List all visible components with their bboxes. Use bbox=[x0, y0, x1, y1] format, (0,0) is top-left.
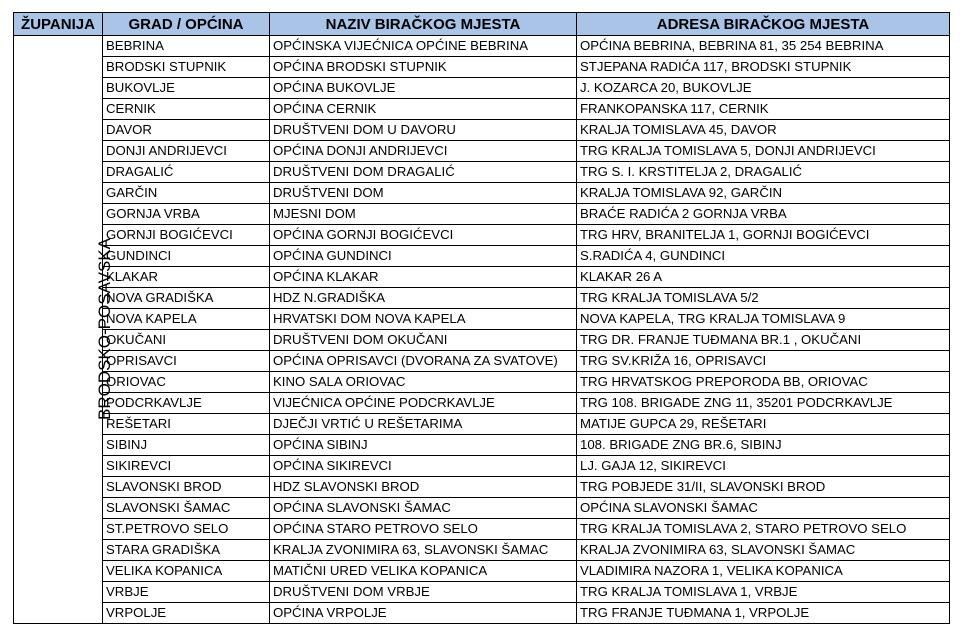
municipality-cell: KLAKAR bbox=[103, 267, 270, 288]
station-name-cell: OPĆINA BRODSKI STUPNIK bbox=[270, 57, 577, 78]
table-row bbox=[14, 162, 950, 183]
table-row bbox=[14, 204, 950, 225]
table-row bbox=[14, 330, 950, 351]
table-row bbox=[14, 372, 950, 393]
municipality-cell: DRAGALIĆ bbox=[103, 162, 270, 183]
station-name-cell: OPĆINA CERNIK bbox=[270, 99, 577, 120]
county-label: BRODSKO-POSAVSKA bbox=[95, 237, 115, 421]
municipality-cell: NOVA KAPELA bbox=[103, 309, 270, 330]
station-name-cell: HDZ SLAVONSKI BROD bbox=[270, 477, 577, 498]
municipality-cell: GUNDINCI bbox=[103, 246, 270, 267]
station-address-cell: OPĆINA SLAVONSKI ŠAMAC bbox=[577, 498, 950, 519]
station-name-cell: OPĆINSKA VIJEĆNICA OPĆINE BEBRINA bbox=[270, 36, 577, 57]
table-row bbox=[14, 582, 950, 603]
station-name-cell: HDZ N.GRADIŠKA bbox=[270, 288, 577, 309]
header-county: ŽUPANIJA bbox=[14, 13, 103, 36]
station-name-cell: OPĆINA OPRISAVCI (DVORANA ZA SVATOVE) bbox=[270, 351, 577, 372]
station-address-cell: NOVA KAPELA, TRG KRALJA TOMISLAVA 9 bbox=[577, 309, 950, 330]
municipality-cell: PODCRKAVLJE bbox=[103, 393, 270, 414]
municipality-cell: DAVOR bbox=[103, 120, 270, 141]
municipality-cell: GORNJA VRBA bbox=[103, 204, 270, 225]
table-row bbox=[14, 498, 950, 519]
station-address-cell: J. KOZARCA 20, BUKOVLJE bbox=[577, 78, 950, 99]
table-row bbox=[14, 288, 950, 309]
station-address-cell: KLAKAR 26 A bbox=[577, 267, 950, 288]
municipality-cell: BRODSKI STUPNIK bbox=[103, 57, 270, 78]
station-address-cell: TRG FRANJE TUĐMANA 1, VRPOLJE bbox=[577, 603, 950, 624]
table-row bbox=[14, 351, 950, 372]
municipality-cell: DONJI ANDRIJEVCI bbox=[103, 141, 270, 162]
municipality-cell: ST.PETROVO SELO bbox=[103, 519, 270, 540]
table-row bbox=[14, 141, 950, 162]
station-address-cell: TRG S. I. KRSTITELJA 2, DRAGALIĆ bbox=[577, 162, 950, 183]
header-municipality: GRAD / OPĆINA bbox=[103, 13, 270, 36]
station-name-cell: OPĆINA SIBINJ bbox=[270, 435, 577, 456]
station-address-cell: S.RADIĆA 4, GUNDINCI bbox=[577, 246, 950, 267]
station-address-cell: TRG DR. FRANJE TUĐMANA BR.1 , OKUČANI bbox=[577, 330, 950, 351]
table-row bbox=[14, 99, 950, 120]
table-row bbox=[14, 246, 950, 267]
station-name-cell: KINO SALA ORIOVAC bbox=[270, 372, 577, 393]
table-header-row bbox=[14, 13, 950, 36]
municipality-cell: GARČIN bbox=[103, 183, 270, 204]
station-name-cell: OPĆINA GORNJI BOGIĆEVCI bbox=[270, 225, 577, 246]
station-name-cell: KRALJA ZVONIMIRA 63, SLAVONSKI ŠAMAC bbox=[270, 540, 577, 561]
station-address-cell: BRAĆE RADIĆA 2 GORNJA VRBA bbox=[577, 204, 950, 225]
table-row bbox=[14, 267, 950, 288]
station-address-cell: TRG SV.KRIŽA 16, OPRISAVCI bbox=[577, 351, 950, 372]
station-name-cell: OPĆINA STARO PETROVO SELO bbox=[270, 519, 577, 540]
table-row bbox=[14, 120, 950, 141]
station-address-cell: TRG KRALJA TOMISLAVA 1, VRBJE bbox=[577, 582, 950, 603]
table-row bbox=[14, 519, 950, 540]
table-row bbox=[14, 561, 950, 582]
table-row bbox=[14, 225, 950, 246]
header-station-name: NAZIV BIRAČKOG MJESTA bbox=[270, 13, 577, 36]
station-name-cell: MATIČNI URED VELIKA KOPANICA bbox=[270, 561, 577, 582]
station-address-cell: KRALJA TOMISLAVA 45, DAVOR bbox=[577, 120, 950, 141]
municipality-cell: VELIKA KOPANICA bbox=[103, 561, 270, 582]
station-name-cell: OPĆINA DONJI ANDRIJEVCI bbox=[270, 141, 577, 162]
station-address-cell: TRG KRALJA TOMISLAVA 2, STARO PETROVO SELO bbox=[577, 519, 950, 540]
municipality-cell: SIKIREVCI bbox=[103, 456, 270, 477]
station-address-cell: LJ. GAJA 12, SIKIREVCI bbox=[577, 456, 950, 477]
station-address-cell: OPĆINA BEBRINA, BEBRINA 81, 35 254 BEBRINA bbox=[577, 36, 950, 57]
table-row bbox=[14, 57, 950, 78]
table-row bbox=[14, 183, 950, 204]
station-address-cell: 108. BRIGADE ZNG BR.6, SIBINJ bbox=[577, 435, 950, 456]
station-address-cell: VLADIMIRA NAZORA 1, VELIKA KOPANICA bbox=[577, 561, 950, 582]
station-name-cell: DRUŠTVENI DOM bbox=[270, 183, 577, 204]
station-address-cell: TRG HRVATSKOG PREPORODA BB, ORIOVAC bbox=[577, 372, 950, 393]
station-address-cell: STJEPANA RADIĆA 117, BRODSKI STUPNIK bbox=[577, 57, 950, 78]
station-address-cell: TRG 108. BRIGADE ZNG 11, 35201 PODCRKAVLJE bbox=[577, 393, 950, 414]
county-cell bbox=[14, 36, 115, 624]
header-station-address: ADRESA BIRAČKOG MJESTA bbox=[577, 13, 950, 36]
municipality-cell: OPRISAVCI bbox=[103, 351, 270, 372]
table-row bbox=[14, 456, 950, 477]
station-name-cell: DRUŠTVENI DOM OKUČANI bbox=[270, 330, 577, 351]
municipality-cell: BUKOVLJE bbox=[103, 78, 270, 99]
station-address-cell: TRG POBJEDE 31/II, SLAVONSKI BROD bbox=[577, 477, 950, 498]
municipality-cell: OKUČANI bbox=[103, 330, 270, 351]
table-row bbox=[14, 36, 950, 57]
municipality-cell: SLAVONSKI ŠAMAC bbox=[103, 498, 270, 519]
municipality-cell: ORIOVAC bbox=[103, 372, 270, 393]
table-row bbox=[14, 477, 950, 498]
station-name-cell: DRUŠTVENI DOM DRAGALIĆ bbox=[270, 162, 577, 183]
station-address-cell: TRG KRALJA TOMISLAVA 5/2 bbox=[577, 288, 950, 309]
station-address-cell: TRG HRV, BRANITELJA 1, GORNJI BOGIĆEVCI bbox=[577, 225, 950, 246]
station-name-cell: OPĆINA GUNDINCI bbox=[270, 246, 577, 267]
table-row bbox=[14, 435, 950, 456]
polling-stations-table bbox=[13, 12, 950, 624]
municipality-cell: NOVA GRADIŠKA bbox=[103, 288, 270, 309]
municipality-cell: BEBRINA bbox=[103, 36, 270, 57]
station-name-cell: DRUŠTVENI DOM U DAVORU bbox=[270, 120, 577, 141]
table-row bbox=[14, 309, 950, 330]
station-name-cell: DJEČJI VRTIĆ U REŠETARIMA bbox=[270, 414, 577, 435]
station-address-cell: FRANKOPANSKA 117, CERNIK bbox=[577, 99, 950, 120]
municipality-cell: VRPOLJE bbox=[103, 603, 270, 624]
table-row bbox=[14, 540, 950, 561]
municipality-cell: STARA GRADIŠKA bbox=[103, 540, 270, 561]
municipality-cell: GORNJI BOGIĆEVCI bbox=[103, 225, 270, 246]
station-name-cell: OPĆINA SIKIREVCI bbox=[270, 456, 577, 477]
station-address-cell: KRALJA TOMISLAVA 92, GARČIN bbox=[577, 183, 950, 204]
station-address-cell: KRALJA ZVONIMIRA 63, SLAVONSKI ŠAMAC bbox=[577, 540, 950, 561]
table-row bbox=[14, 78, 950, 99]
station-name-cell: MJESNI DOM bbox=[270, 204, 577, 225]
station-name-cell: VIJEĆNICA OPĆINE PODCRKAVLJE bbox=[270, 393, 577, 414]
station-name-cell: OPĆINA VRPOLJE bbox=[270, 603, 577, 624]
station-name-cell: HRVATSKI DOM NOVA KAPELA bbox=[270, 309, 577, 330]
municipality-cell: CERNIK bbox=[103, 99, 270, 120]
station-address-cell: TRG KRALJA TOMISLAVA 5, DONJI ANDRIJEVCI bbox=[577, 141, 950, 162]
station-name-cell: OPĆINA KLAKAR bbox=[270, 267, 577, 288]
municipality-cell: SIBINJ bbox=[103, 435, 270, 456]
table-row bbox=[14, 603, 950, 624]
table-row bbox=[14, 414, 950, 435]
station-name-cell: OPĆINA BUKOVLJE bbox=[270, 78, 577, 99]
station-address-cell: MATIJE GUPCA 29, REŠETARI bbox=[577, 414, 950, 435]
station-name-cell: DRUŠTVENI DOM VRBJE bbox=[270, 582, 577, 603]
municipality-cell: SLAVONSKI BROD bbox=[103, 477, 270, 498]
table-row bbox=[14, 393, 950, 414]
municipality-cell: REŠETARI bbox=[103, 414, 270, 435]
station-name-cell: OPĆINA SLAVONSKI ŠAMAC bbox=[270, 498, 577, 519]
municipality-cell: VRBJE bbox=[103, 582, 270, 603]
